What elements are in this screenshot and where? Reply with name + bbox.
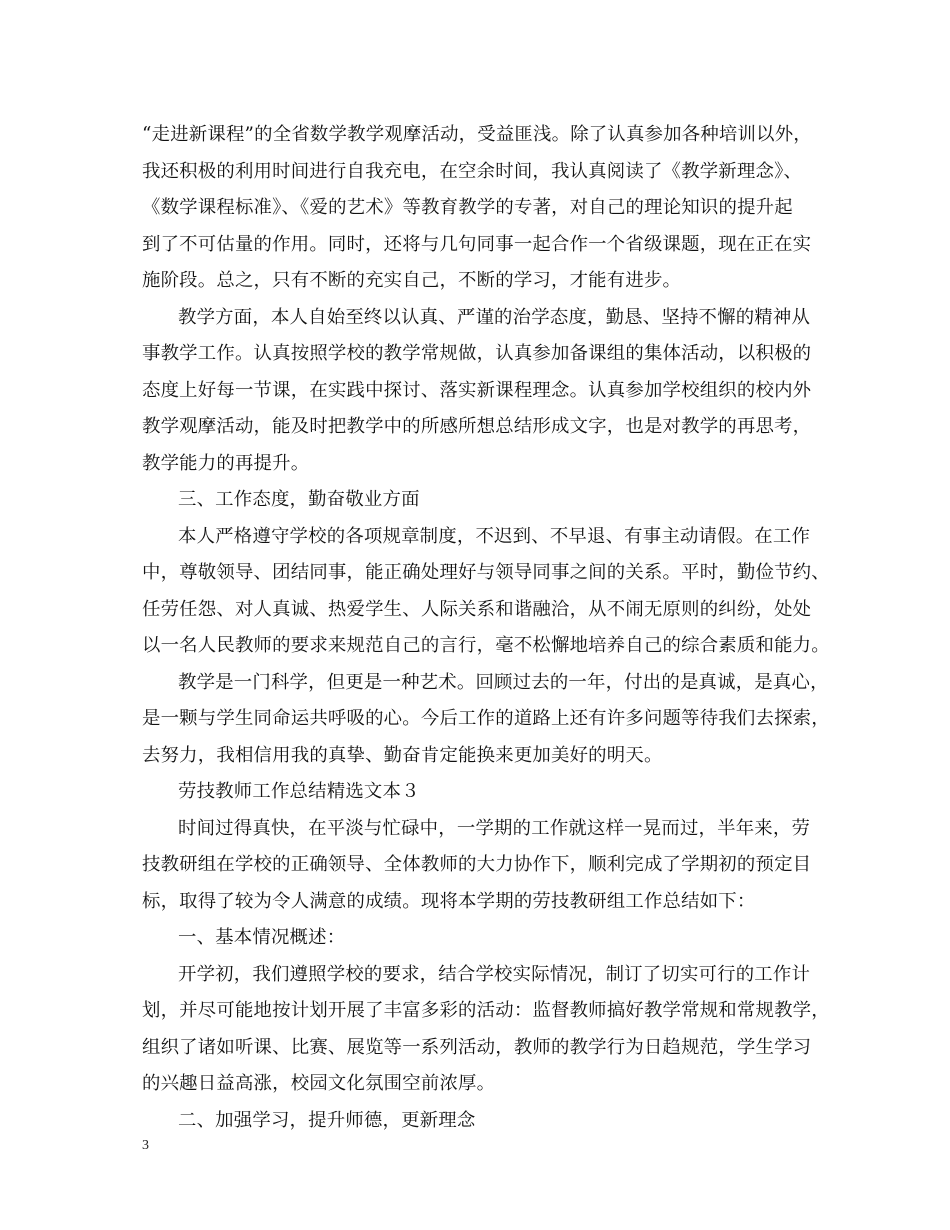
text-line: 是一颗与学生同命运共呼吸的心。今后工作的道路上还有许多问题等待我们去探索， xyxy=(142,708,830,729)
text-line: 教学方面，本人自始至终以认真、严谨的治学态度，勤恳、坚持不懈的精神从 xyxy=(178,306,811,328)
text-line: 教学是一门科学，但更是一种艺术。回顾过去的一年，付出的是真诚，是真心， xyxy=(178,671,829,693)
text-line: “走进新课程”的全省数学教学观摩活动，受益匪浅。除了认真参加各种培训以外， xyxy=(142,124,812,145)
text-line: 开学初，我们遵照学校的要求，结合学校实际情况，制订了切实可行的工作计 xyxy=(178,963,811,985)
text-line: 划，并尽可能地按计划开展了丰富多彩的活动：监督教师搞好教学常规和常规教学， xyxy=(142,1000,830,1021)
text-line: 施阶段。总之，只有不断的充实自己，不断的学习，才能有进步。 xyxy=(142,270,682,291)
section-heading: 二、加强学习，提升师德，更新理念 xyxy=(178,1109,476,1131)
section-heading: 三、工作态度，勤奋敬业方面 xyxy=(178,489,420,510)
text-line: 到了不可估量的作用。同时，还将与几句同事一起合作一个省级课题，现在正在实 xyxy=(142,233,812,255)
text-line: 时间过得真快，在平淡与忙碌中，一学期的工作就这样一晃而过，半年来，劳 xyxy=(178,817,811,839)
text-line: 以一名人民教师的要求来规范自己的言行，毫不松懈地培养自己的综合素质和能力。 xyxy=(142,635,830,656)
text-line: 标，取得了较为令人满意的成绩。现将本学期的劳技教研组工作总结如下： xyxy=(142,890,756,912)
text-line: 我还积极的利用时间进行自我充电，在空余时间，我认真阅读了《教学新理念》、 xyxy=(142,160,803,182)
text-line: 任劳任怨、对人真诚、热爱学生、人际关系和谐融洽，从不闹无原则的纠纷，处处 xyxy=(142,598,812,620)
text-line: 的兴趣日益高涨，校园文化氛围空前浓厚。 xyxy=(142,1073,496,1094)
text-line: 本人严格遵守学校的各项规章制度，不迟到、不早退、有事主动请假。在工作 xyxy=(178,525,811,547)
text-line: 教学观摩活动，能及时把教学中的所感所想总结形成文字，也是对教学的再思考， xyxy=(142,416,812,437)
text-line: 组织了诸如听课、比赛、展览等一系列活动，教师的教学行为日趋规范，学生学习 xyxy=(142,1036,812,1058)
body-text xyxy=(142,117,830,1139)
text-line: 《数学课程标准》、《爱的艺术》等教育教学的专著，对自己的理论知识的提升起 xyxy=(142,197,793,218)
text-line: 技教研组在学校的正确领导、全体教师的大力协作下，顺利完成了学期初的预定目 xyxy=(142,854,812,875)
text-line: 中，尊敬领导、团结同事，能正确处理好与领导同事之间的关系。平时，勤俭节约、 xyxy=(142,562,830,583)
document-title: 劳技教师工作总结精选文本３ xyxy=(178,781,420,802)
section-heading: 一、基本情况概述： xyxy=(178,927,346,948)
page-number: 3 xyxy=(142,1138,149,1153)
text-line: 教学能力的再提升。 xyxy=(142,452,310,474)
text-line: 去努力，我相信用我的真挚、勤奋肯定能换来更加美好的明天。 xyxy=(142,744,663,766)
text-line: 事教学工作。认真按照学校的教学常规做，认真参加备课组的集体活动，以积极的 xyxy=(142,343,812,364)
text-line: 态度上好每一节课，在实践中探讨、落实新课程理念。认真参加学校组织的校内外 xyxy=(142,379,812,401)
